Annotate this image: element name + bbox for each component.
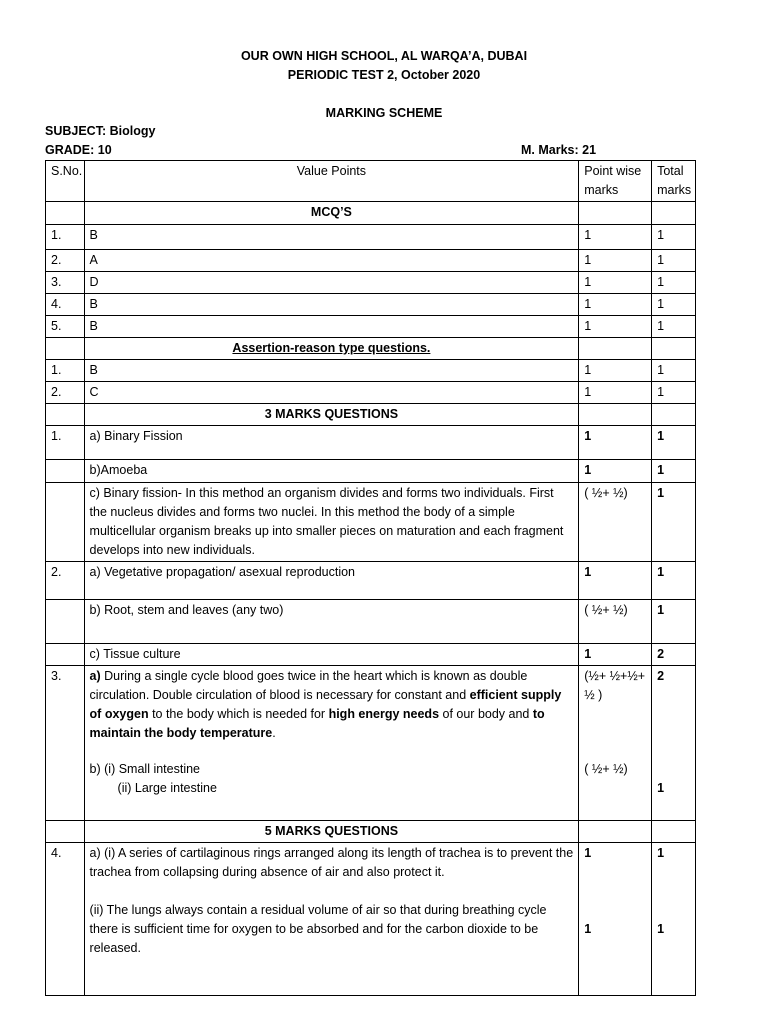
table-row: 2. C 1 1 (46, 382, 696, 404)
table-row: b)Amoeba 1 1 (46, 460, 696, 483)
q4-answer: a) (i) A series of cartilaginous rings arranged along its length of trachea is to prevent the trachea from collapsing during absence of air and also protect it. (ii) The lungs always contain a residual volume of air so that during breathing cycle there is sufficient time for oxygen to be absorbed and for the carbon dioxide to be released. (84, 843, 579, 996)
q3-total-marks: 2 1 (652, 666, 696, 821)
q4-point-marks: 1 1 (579, 843, 652, 996)
table-row: b) Root, stem and leaves (any two) ( ½+ ½) 1 (46, 600, 696, 644)
table-row: 2. a) Vegetative propagation/ asexual reproduction 1 1 (46, 562, 696, 600)
section-assertion-reason: Assertion-reason type questions. (84, 338, 579, 360)
section-5-marks: 5 MARKS QUESTIONS (84, 821, 579, 843)
table-row: c) Binary fission- In this method an organism divides and forms two individuals. First the nucleus divides and forms two nuclei. In this method the body of a simple multicellular organism breaks up into smaller pieces on maturation and each fragment develops into new individuals. ( ½+ ½) 1 (46, 483, 696, 562)
table-row: 4. a) (i) A series of cartilaginous rings arranged along its length of trachea is to prevent the trachea from collapsing during absence of air and also protect it. (ii) The lungs always contain a residual volume of air so that during breathing cycle there is sufficient time for oxygen to be absorbed and for the carbon dioxide to be released. 1 1 1 1 (46, 843, 696, 996)
col-sno-header: S.No. (46, 161, 85, 202)
table-row: c) Tissue culture 1 2 (46, 644, 696, 666)
subject-label: SUBJECT: Biology (45, 124, 156, 138)
table-row: 1. B 1 1 (46, 225, 696, 250)
q3-point-marks: (½+ ½+½+ ½ ) ( ½+ ½) (579, 666, 652, 821)
table-row: 1. a) Binary Fission 1 1 (46, 426, 696, 460)
table-row: 1. B 1 1 (46, 360, 696, 382)
q3-answer: a) During a single cycle blood goes twice in the heart which is known as double circulation. Double circulation of blood is necessary for constant and efficient supply of oxygen to the body which is needed for high energy needs of our body and to maintain the body temperature. b) (i) Small intestine (ii) Large intestine (84, 666, 579, 821)
table-row: 3. a) During a single cycle blood goes twice in the heart which is known as double circulation. Double circulation of blood is necessary for constant and efficient supply of oxygen to the body which is needed for high energy needs of our body and to maintain the body temperature. b) (i) Small intestine (ii) Large intestine (½+ ½+½+ ½ ) ( ½+ ½) 2 1 (46, 666, 696, 821)
table-row: 4. B 1 1 (46, 294, 696, 316)
max-marks-label: M. Marks: 21 (521, 143, 597, 157)
section-3-marks: 3 MARKS QUESTIONS (84, 404, 579, 426)
col-total-header: Total marks (652, 161, 696, 202)
section-mcq: MCQ’S (84, 202, 579, 225)
section-row (46, 404, 696, 426)
header-row (46, 161, 696, 202)
section-row (46, 821, 696, 843)
section-row (46, 202, 696, 225)
col-value-header: Value Points (84, 161, 579, 202)
table-row: 5. B 1 1 (46, 316, 696, 338)
table-row: 3. D 1 1 (46, 272, 696, 294)
q4-total-marks: 1 1 (652, 843, 696, 996)
col-point-header: Point wise marks (579, 161, 652, 202)
section-row (46, 338, 696, 360)
grade-label: GRADE: 10 (45, 143, 112, 157)
marking-scheme-table (45, 160, 696, 996)
test-title: PERIODIC TEST 2, October 2020 (287, 68, 481, 82)
scheme-title: MARKING SCHEME (325, 106, 443, 120)
table-row: 2. A 1 1 (46, 250, 696, 272)
school-name: OUR OWN HIGH SCHOOL, AL WARQA’A, DUBAI (240, 49, 528, 63)
